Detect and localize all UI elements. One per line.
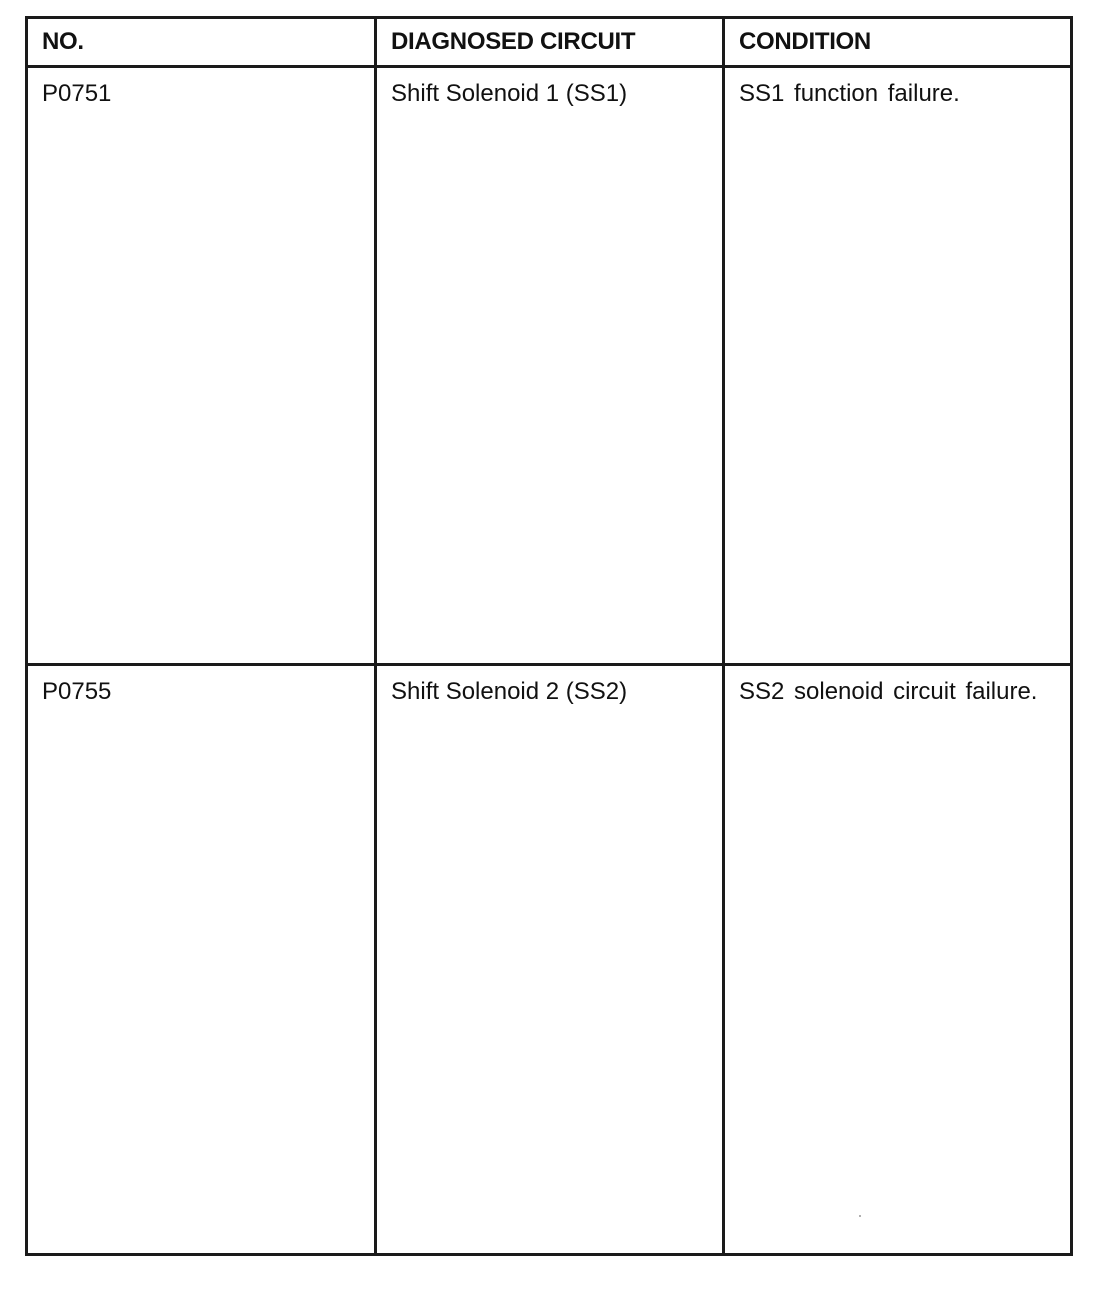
- header-condition: CONDITION: [724, 18, 1072, 67]
- scan-speck: [859, 1215, 861, 1217]
- cell-condition: SS2 solenoid circuit failure.: [724, 665, 1072, 1255]
- header-no: NO.: [27, 18, 376, 67]
- table-header-row: [27, 18, 1072, 67]
- cell-code: P0755: [27, 665, 376, 1255]
- header-diagnosed-circuit: DIAGNOSED CIRCUIT: [376, 18, 724, 67]
- table-row: [27, 67, 1072, 665]
- cell-circuit: Shift Solenoid 2 (SS2): [376, 665, 724, 1255]
- table-row: [27, 665, 1072, 1255]
- cell-condition: SS1 function failure.: [724, 67, 1072, 665]
- cell-circuit: Shift Solenoid 1 (SS1): [376, 67, 724, 665]
- diagnostic-code-table: [25, 16, 1073, 1256]
- cell-code: P0751: [27, 67, 376, 665]
